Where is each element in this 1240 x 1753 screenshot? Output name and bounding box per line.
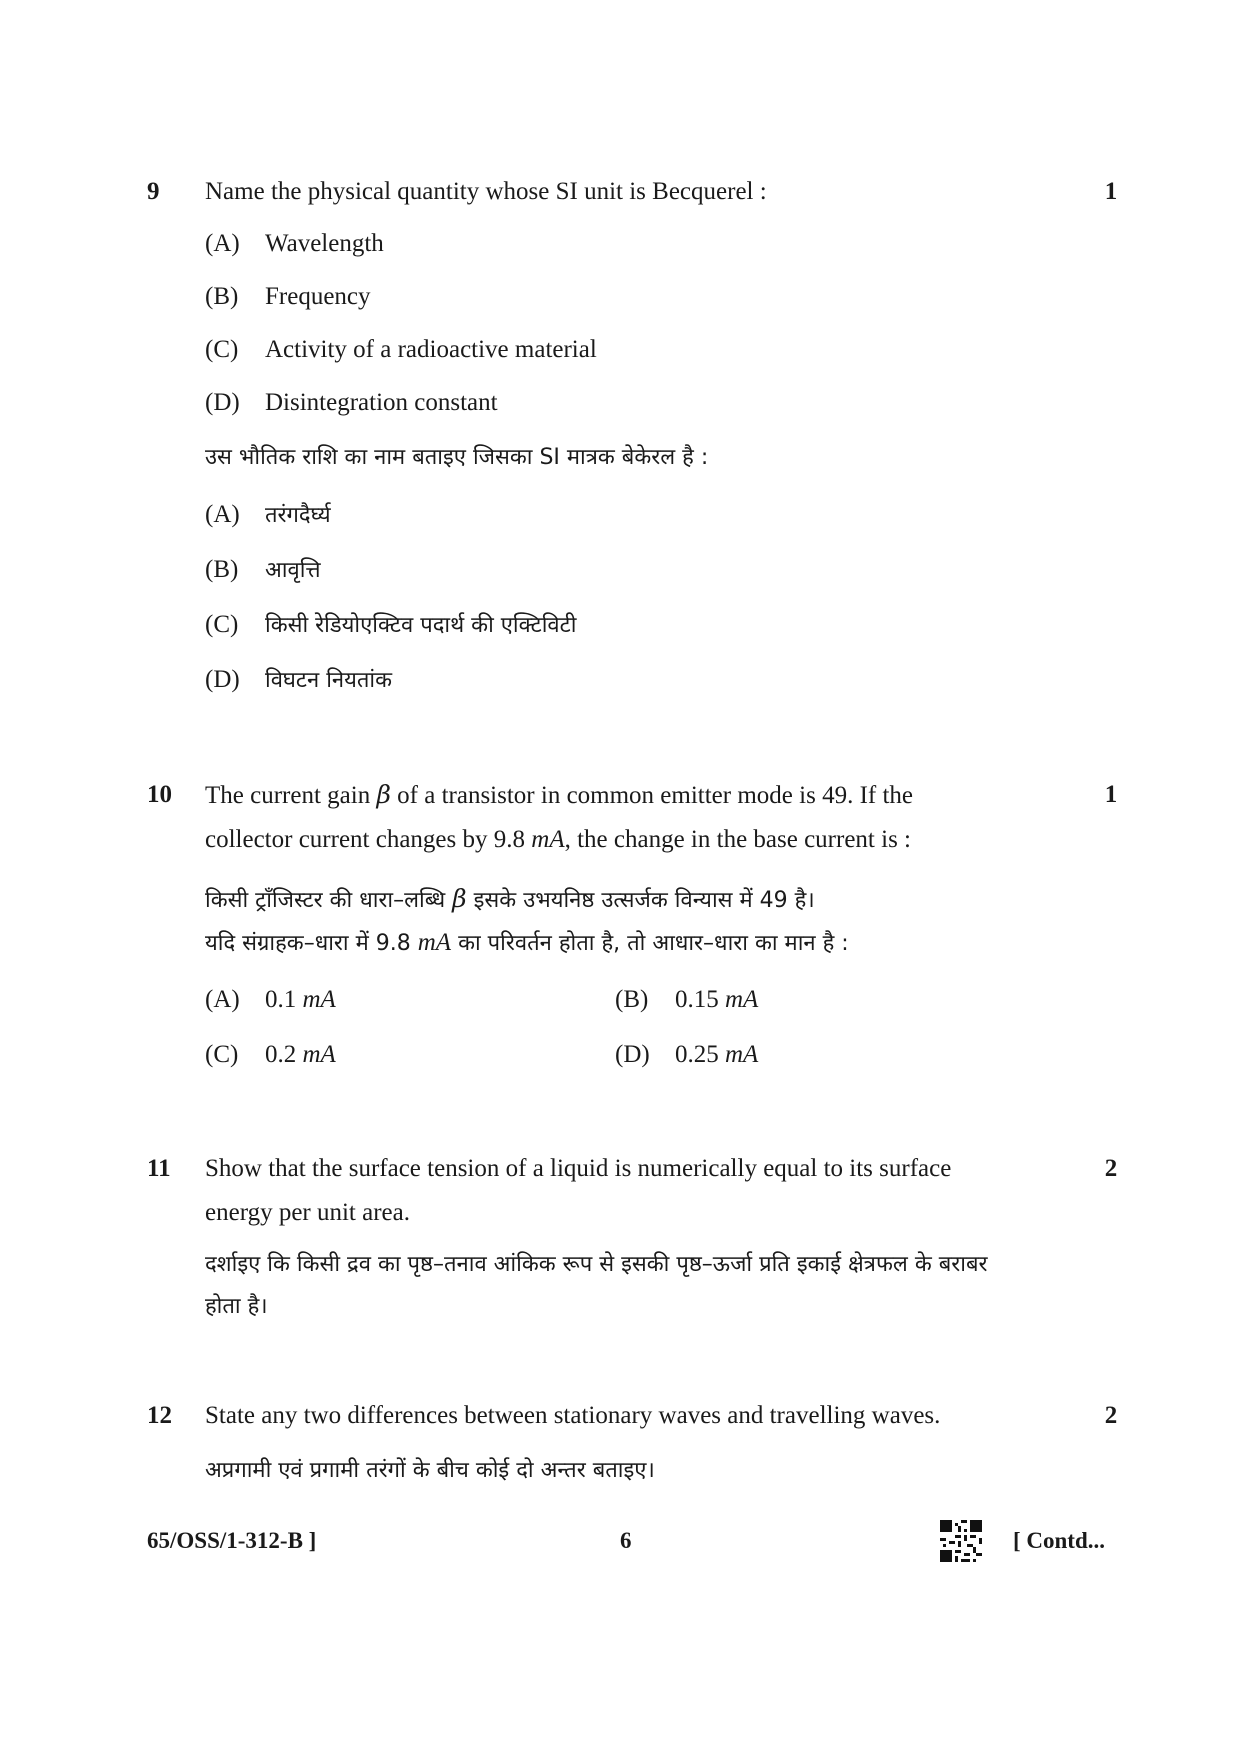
option-text: विघटन नियतांक	[265, 668, 393, 693]
option-a-hindi	[205, 499, 331, 529]
option-label: (C)	[205, 611, 239, 638]
question-marks: 2	[1104, 1402, 1118, 1429]
option-b	[615, 986, 758, 1014]
unit-ma: mA	[531, 826, 565, 853]
text-line: दर्शाइए कि किसी द्रव का पृष्ठ–तनाव आंकिक रूप से इसकी पृष्ठ–ऊर्जा प्रति इकाई क्षेत्रफल के बराबर	[205, 1252, 988, 1277]
option-label: (D)	[205, 389, 240, 416]
option-b-english	[205, 283, 371, 311]
option-value: 0.2	[265, 1041, 297, 1068]
question-number: 11	[147, 1155, 171, 1182]
text-segment: collector current changes by 9.8	[205, 826, 526, 853]
question-text-hindi: उस भौतिक राशि का नाम बताइए जिसका SI मात्रक बेकेरल है :	[205, 445, 709, 470]
option-text: Frequency	[265, 283, 371, 310]
question-marks: 2	[1104, 1155, 1118, 1182]
option-label: (C)	[205, 336, 239, 363]
option-text: तरंगदैर्घ्य	[265, 503, 331, 528]
question-text-english	[205, 773, 1065, 862]
paper-code: 65/OSS/1-312-B ]	[147, 1528, 317, 1553]
option-text: आवृत्ति	[265, 558, 321, 583]
question-number: 9	[147, 178, 160, 205]
option-label: (A)	[205, 230, 240, 257]
option-label: (B)	[205, 556, 239, 583]
option-text: Wavelength	[265, 230, 384, 257]
text-segment: , the change in the base current is :	[564, 826, 911, 853]
page-number: 6	[620, 1528, 632, 1553]
beta-symbol: β	[376, 780, 391, 809]
option-value: 0.15	[675, 986, 719, 1013]
option-c	[205, 1041, 336, 1069]
question-text-hindi: अप्रगामी एवं प्रगामी तरंगों के बीच कोई दो अन्तर बताइए।	[205, 1458, 655, 1483]
text-line: Show that the surface tension of a liquid is numerically equal to its surface	[205, 1155, 952, 1182]
question-marks: 1	[1104, 781, 1118, 808]
option-label: (D)	[205, 666, 240, 693]
text-segment: किसी ट्राँजिस्टर की धारा–लब्धि	[205, 888, 446, 913]
option-c-hindi	[205, 609, 576, 639]
text-line: होता है।	[205, 1294, 268, 1319]
text-segment: इसके उभयनिष्ठ उत्सर्जक विन्यास में 49 है।	[473, 888, 815, 913]
option-label: (C)	[205, 1041, 239, 1068]
option-text: Disintegration constant	[265, 389, 498, 416]
question-text-hindi	[205, 878, 1065, 965]
text-segment: यदि संग्राहक–धारा में 9.8	[205, 931, 411, 956]
option-text: किसी रेडियोएक्टिव पदार्थ की एक्टिविटी	[265, 613, 577, 638]
text-segment: of a transistor in common emitter mode is 49. If the	[397, 782, 914, 809]
option-label: (A)	[205, 986, 240, 1013]
text-line: energy per unit area.	[205, 1199, 410, 1226]
question-text-hindi	[205, 1244, 1105, 1328]
option-label: (B)	[205, 283, 239, 310]
beta-symbol: β	[452, 884, 467, 913]
unit-ma: mA	[302, 986, 336, 1013]
option-value: 0.1	[265, 986, 297, 1013]
question-text-english: State any two differences between stationary waves and travelling waves.	[205, 1402, 941, 1429]
option-label: (A)	[205, 501, 240, 528]
unit-ma: mA	[725, 1041, 759, 1068]
question-number: 10	[147, 781, 172, 808]
question-text-english	[205, 1147, 1065, 1235]
option-text: Activity of a radioactive material	[265, 336, 597, 363]
option-a-english	[205, 230, 384, 258]
unit-ma: mA	[417, 929, 452, 956]
option-d-hindi	[205, 664, 392, 694]
qr-code-icon	[940, 1520, 982, 1562]
option-label: (B)	[615, 986, 649, 1013]
unit-ma: mA	[725, 986, 759, 1013]
question-number: 12	[147, 1402, 172, 1429]
question-text-english: Name the physical quantity whose SI unit is Becquerel :	[205, 178, 767, 205]
text-segment: का परिवर्तन होता है, तो आधार–धारा का मान है :	[458, 931, 849, 956]
unit-ma: mA	[302, 1041, 336, 1068]
option-a	[205, 986, 336, 1014]
option-b-hindi	[205, 554, 321, 584]
text-segment: The current gain	[205, 782, 371, 809]
option-label: (D)	[615, 1041, 650, 1068]
option-c-english	[205, 336, 597, 364]
option-value: 0.25	[675, 1041, 719, 1068]
option-d-english	[205, 389, 498, 417]
question-marks: 1	[1104, 178, 1118, 205]
option-d	[615, 1041, 758, 1069]
continued-label: [ Contd...	[1013, 1528, 1106, 1553]
